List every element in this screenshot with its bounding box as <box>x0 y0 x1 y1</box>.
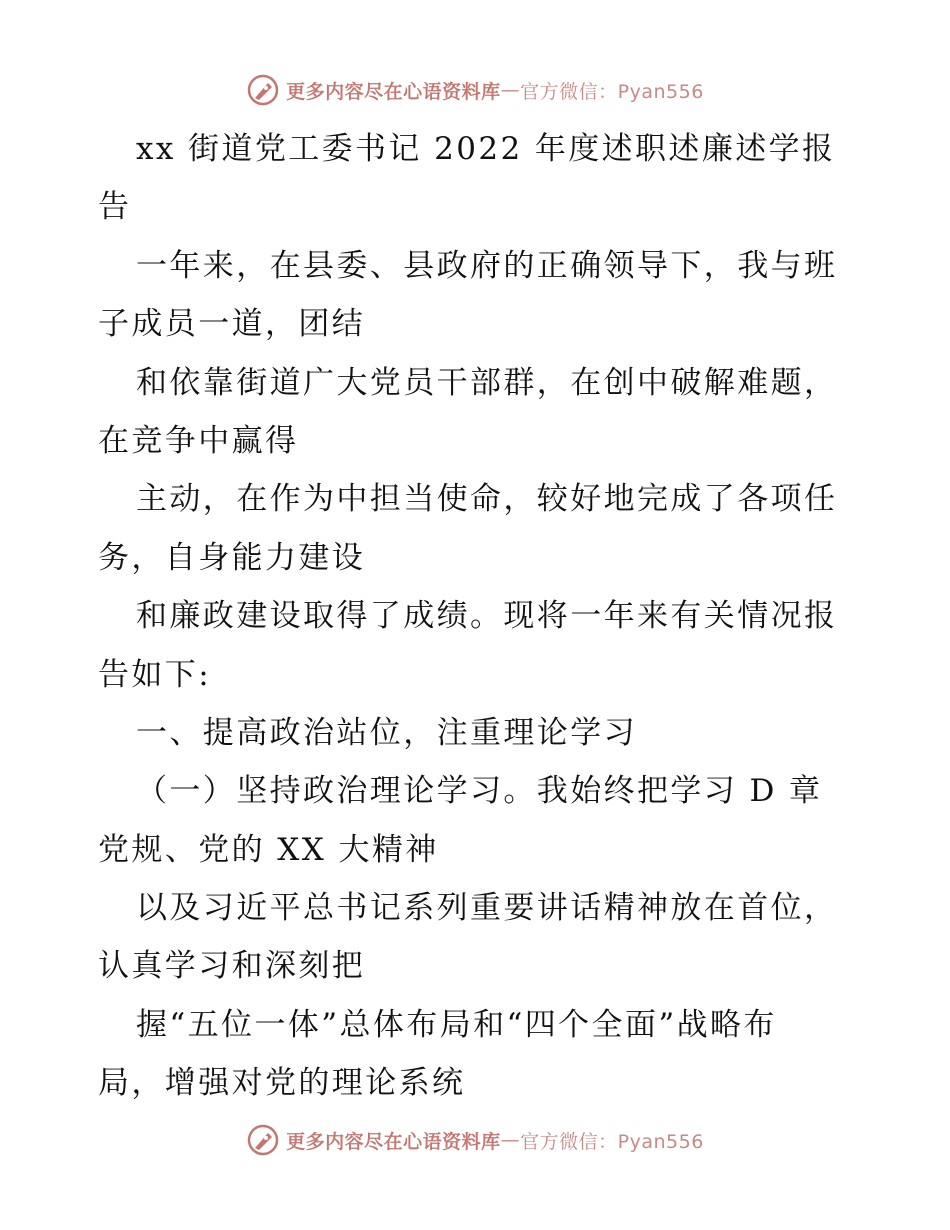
text-line: 和依靠街道广大党员干部群，在创中破解难题， <box>136 364 838 401</box>
text-line: xx 街道党工委书记 2022 年度述职述廉述学报 <box>136 131 836 167</box>
text-line: 党规、党的 XX 大精神 <box>98 831 439 868</box>
text-line: 主动，在作为中担当使命，较好地完成了各项任 <box>136 481 838 518</box>
text-line: 和廉政建设取得了成绩。现将一年来有关情况报 <box>136 598 838 635</box>
text-line: 一、提高政治站位，注重理论学习 <box>136 714 637 751</box>
watermark-wechat-text: 官方微信：Pyan556 <box>520 1130 704 1153</box>
text-line: 认真学习和深刻把 <box>98 948 366 985</box>
text-line: 务，自身能力建设 <box>98 539 366 576</box>
text-line: 告如下: <box>98 656 212 693</box>
text-line: 一年来，在县委、县政府的正确领导下，我与班 <box>136 247 838 284</box>
text-line: 以及习近平总书记系列重要讲话精神放在首位， <box>136 890 838 927</box>
watermark-wechat-text: 官方微信：Pyan556 <box>520 80 704 103</box>
watermark-separator: — <box>500 1129 521 1151</box>
text-line: 局，增强对党的理论系统 <box>98 1065 466 1102</box>
text-line: 握“五位一体”总体布局和“四个全面”战略布 <box>136 1006 777 1043</box>
text-line: 在竞争中赢得 <box>98 422 299 459</box>
pen-nib-logo-icon <box>246 73 280 107</box>
watermark-main-text: 更多内容尽在心语资料库 <box>286 80 501 103</box>
watermark-separator: — <box>500 79 521 101</box>
text-line: 子成员一道，团结 <box>98 306 366 343</box>
document-body <box>98 120 858 1113</box>
header-watermark <box>0 70 950 110</box>
footer-watermark <box>0 1120 950 1160</box>
text-line: （一）坚持政治理论学习。我始终把学习 D 章 <box>136 773 823 810</box>
pen-nib-logo-icon <box>246 1123 280 1157</box>
watermark-main-text: 更多内容尽在心语资料库 <box>286 1130 501 1153</box>
text-line: 告 <box>98 189 132 226</box>
